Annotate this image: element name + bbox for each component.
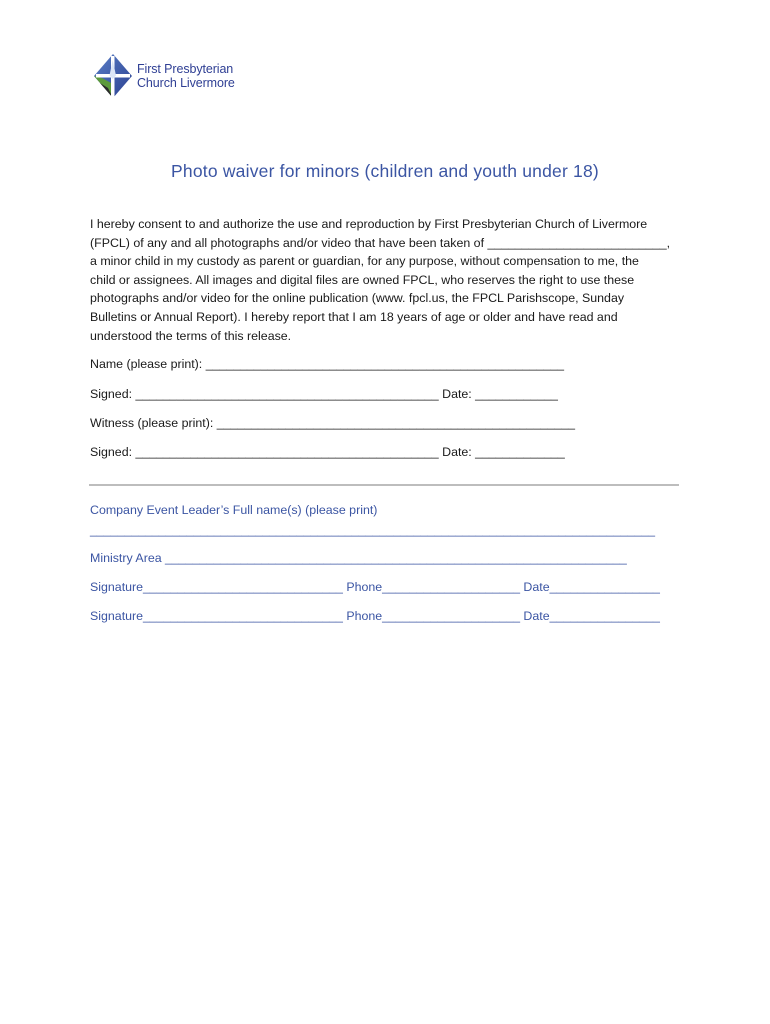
ministry-area-field[interactable]: Ministry Area ___________________________________________________________________ bbox=[90, 551, 627, 565]
name-field[interactable]: Name (please print): ____________________________________________________ bbox=[90, 357, 565, 371]
consent-line: (FPCL) of any and all photographs and/or video that have been taken of __________________________, bbox=[90, 235, 671, 250]
witness-field[interactable]: Witness (please print): ____________________________________________________ bbox=[90, 416, 576, 430]
consent-line: child or assignees. All images and digital files are owned FPCL, who reserves the right to use these bbox=[90, 272, 635, 287]
leader-signature-row-2[interactable]: Signature_____________________________ Phone____________________ Date________________ bbox=[90, 609, 660, 623]
consent-line: understood the terms of this release. bbox=[90, 328, 292, 343]
consent-line: I hereby consent to and authorize the use and reproduction by First Presbyterian Church of Livermore bbox=[90, 217, 648, 231]
section-divider bbox=[89, 484, 679, 486]
logo-line-2: Church Livermore bbox=[137, 76, 235, 90]
consent-line: photographs and/or video for the online publication (www. fpcl.us, the FPCL Parishscope, Sunday bbox=[90, 291, 625, 306]
signed-field-1[interactable]: Signed: ____________________________________________ Date: ____________ bbox=[90, 387, 558, 401]
logo-wordmark bbox=[137, 62, 235, 90]
consent-line: a minor child in my custody as parent or guardian, for any purpose, without compensation to me, the bbox=[90, 254, 639, 269]
logo-line-1: First Presbyterian bbox=[137, 62, 234, 76]
consent-line: Bulletins or Annual Report). I hereby report that I am 18 years of age or older and have read and bbox=[90, 309, 618, 324]
leader-name-field[interactable]: __________________________________________________________________________________ bbox=[90, 523, 656, 537]
leader-name-label: Company Event Leader’s Full name(s) (please print) bbox=[90, 503, 378, 517]
signed-field-2[interactable]: Signed: ____________________________________________ Date: _____________ bbox=[90, 445, 565, 459]
consent-paragraph bbox=[90, 215, 690, 345]
cross-emblem-icon bbox=[90, 50, 136, 114]
leader-signature-row-1[interactable]: Signature_____________________________ Phone____________________ Date________________ bbox=[90, 580, 660, 594]
church-logo bbox=[90, 50, 290, 114]
page-title: Photo waiver for minors (children and youth under 18) bbox=[171, 161, 599, 181]
